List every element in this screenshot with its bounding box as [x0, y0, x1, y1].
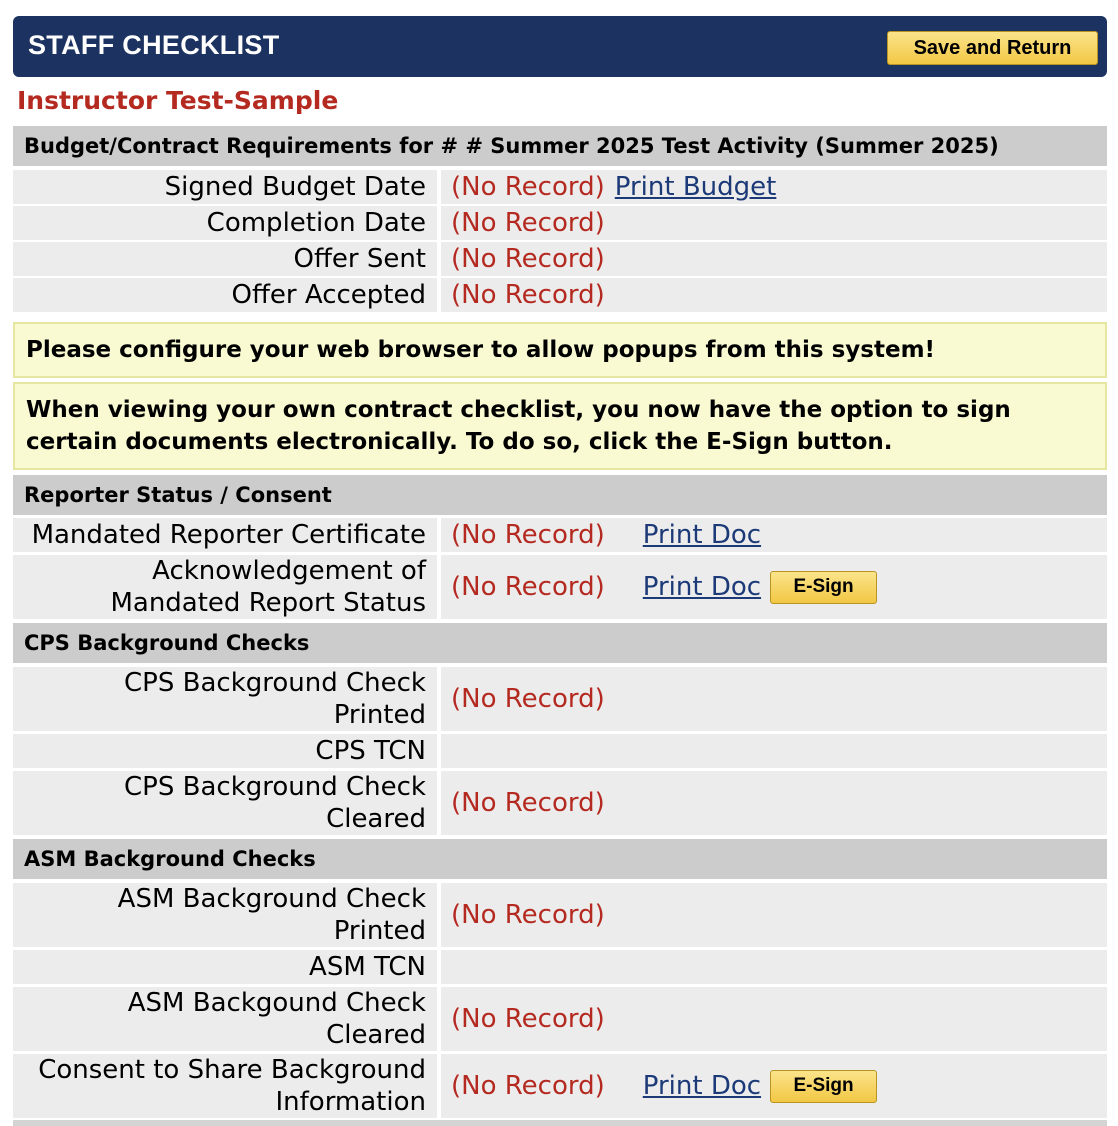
no-record-text: (No Record) — [451, 900, 605, 930]
popup-notice-text: Please configure your web browser to allow popups from this system! — [26, 337, 936, 363]
checklist-row-mandated-reporter-certificate — [13, 518, 1107, 552]
no-record-text: (No Record) — [451, 244, 605, 274]
checklist-row-asm-cleared — [13, 987, 1107, 1051]
row-value — [441, 950, 1107, 984]
print-budget-link[interactable]: Print Budget — [614, 172, 777, 202]
no-record-text: (No Record) — [451, 280, 605, 310]
print-doc-link[interactable]: Print Doc — [642, 520, 762, 550]
no-record-text: (No Record) — [451, 1004, 605, 1034]
row-value — [441, 206, 1107, 240]
divider — [13, 1120, 1107, 1126]
checklist-row-completion-date — [13, 206, 1107, 240]
checklist-row-asm-printed — [13, 883, 1107, 947]
row-value — [441, 518, 1107, 552]
row-label: CPS Background Check Printed — [13, 667, 437, 731]
row-label: CPS TCN — [13, 734, 437, 768]
checklist-row-cps-printed — [13, 667, 1107, 731]
no-record-text: (No Record) — [451, 208, 605, 238]
asm-section-heading: ASM Background Checks — [13, 839, 1107, 879]
no-record-text: (No Record) — [451, 1071, 605, 1101]
row-label: Completion Date — [13, 206, 437, 240]
esign-notice-line-1: When viewing your own contract checklist, you now have the option to sign — [26, 397, 1011, 423]
row-label: Mandated Reporter Certificate — [13, 518, 437, 552]
checklist-row-cps-cleared — [13, 771, 1107, 835]
checklist-row-asm-tcn — [13, 950, 1107, 984]
row-value — [441, 278, 1107, 312]
checklist-row-offer-sent — [13, 242, 1107, 276]
esign-notice — [13, 382, 1107, 470]
print-doc-link[interactable]: Print Doc — [642, 1071, 762, 1101]
row-value — [441, 170, 1107, 204]
row-label: ASM Backgound Check Cleared — [13, 987, 437, 1051]
page-title: STAFF CHECKLIST — [28, 30, 280, 60]
esign-notice-line-2: certain documents electronically. To do so, click the E-Sign button. — [26, 429, 893, 455]
print-doc-link[interactable]: Print Doc — [642, 572, 762, 602]
checklist-row-signed-budget — [13, 170, 1107, 204]
instructor-name: Instructor Test-Sample — [17, 86, 339, 115]
row-value — [441, 667, 1107, 731]
row-label: ASM TCN — [13, 950, 437, 984]
cps-section-heading: CPS Background Checks — [13, 623, 1107, 663]
row-label: CPS Background Check Cleared — [13, 771, 437, 835]
no-record-text: (No Record) — [451, 788, 605, 818]
row-label: Offer Accepted — [13, 278, 437, 312]
checklist-row-acknowledgement — [13, 555, 1107, 619]
reporter-section-heading: Reporter Status / Consent — [13, 475, 1107, 515]
row-label: ASM Background Check Printed — [13, 883, 437, 947]
checklist-row-cps-tcn — [13, 734, 1107, 768]
row-value — [441, 734, 1107, 768]
no-record-text: (No Record) — [451, 684, 605, 714]
e-sign-button[interactable]: E-Sign — [770, 1070, 877, 1103]
row-value — [441, 1054, 1107, 1118]
popup-notice — [13, 322, 1107, 378]
no-record-text: (No Record) — [451, 520, 605, 550]
row-value — [441, 771, 1107, 835]
row-label: Offer Sent — [13, 242, 437, 276]
page-header — [13, 16, 1107, 77]
save-and-return-button[interactable]: Save and Return — [887, 31, 1098, 65]
row-label: Acknowledgement of Mandated Report Status — [13, 555, 437, 619]
row-value — [441, 555, 1107, 619]
checklist-row-offer-accepted — [13, 278, 1107, 312]
checklist-row-consent-to-share — [13, 1054, 1107, 1118]
no-record-text: (No Record) — [451, 572, 605, 602]
row-value — [441, 242, 1107, 276]
row-value — [441, 883, 1107, 947]
row-value — [441, 987, 1107, 1051]
row-label: Signed Budget Date — [13, 170, 437, 204]
e-sign-button[interactable]: E-Sign — [770, 571, 877, 604]
budget-section-heading: Budget/Contract Requirements for # # Summer 2025 Test Activity (Summer 2025) — [13, 126, 1107, 166]
no-record-text: (No Record) — [451, 172, 605, 202]
row-label: Consent to Share Background Information — [13, 1054, 437, 1118]
